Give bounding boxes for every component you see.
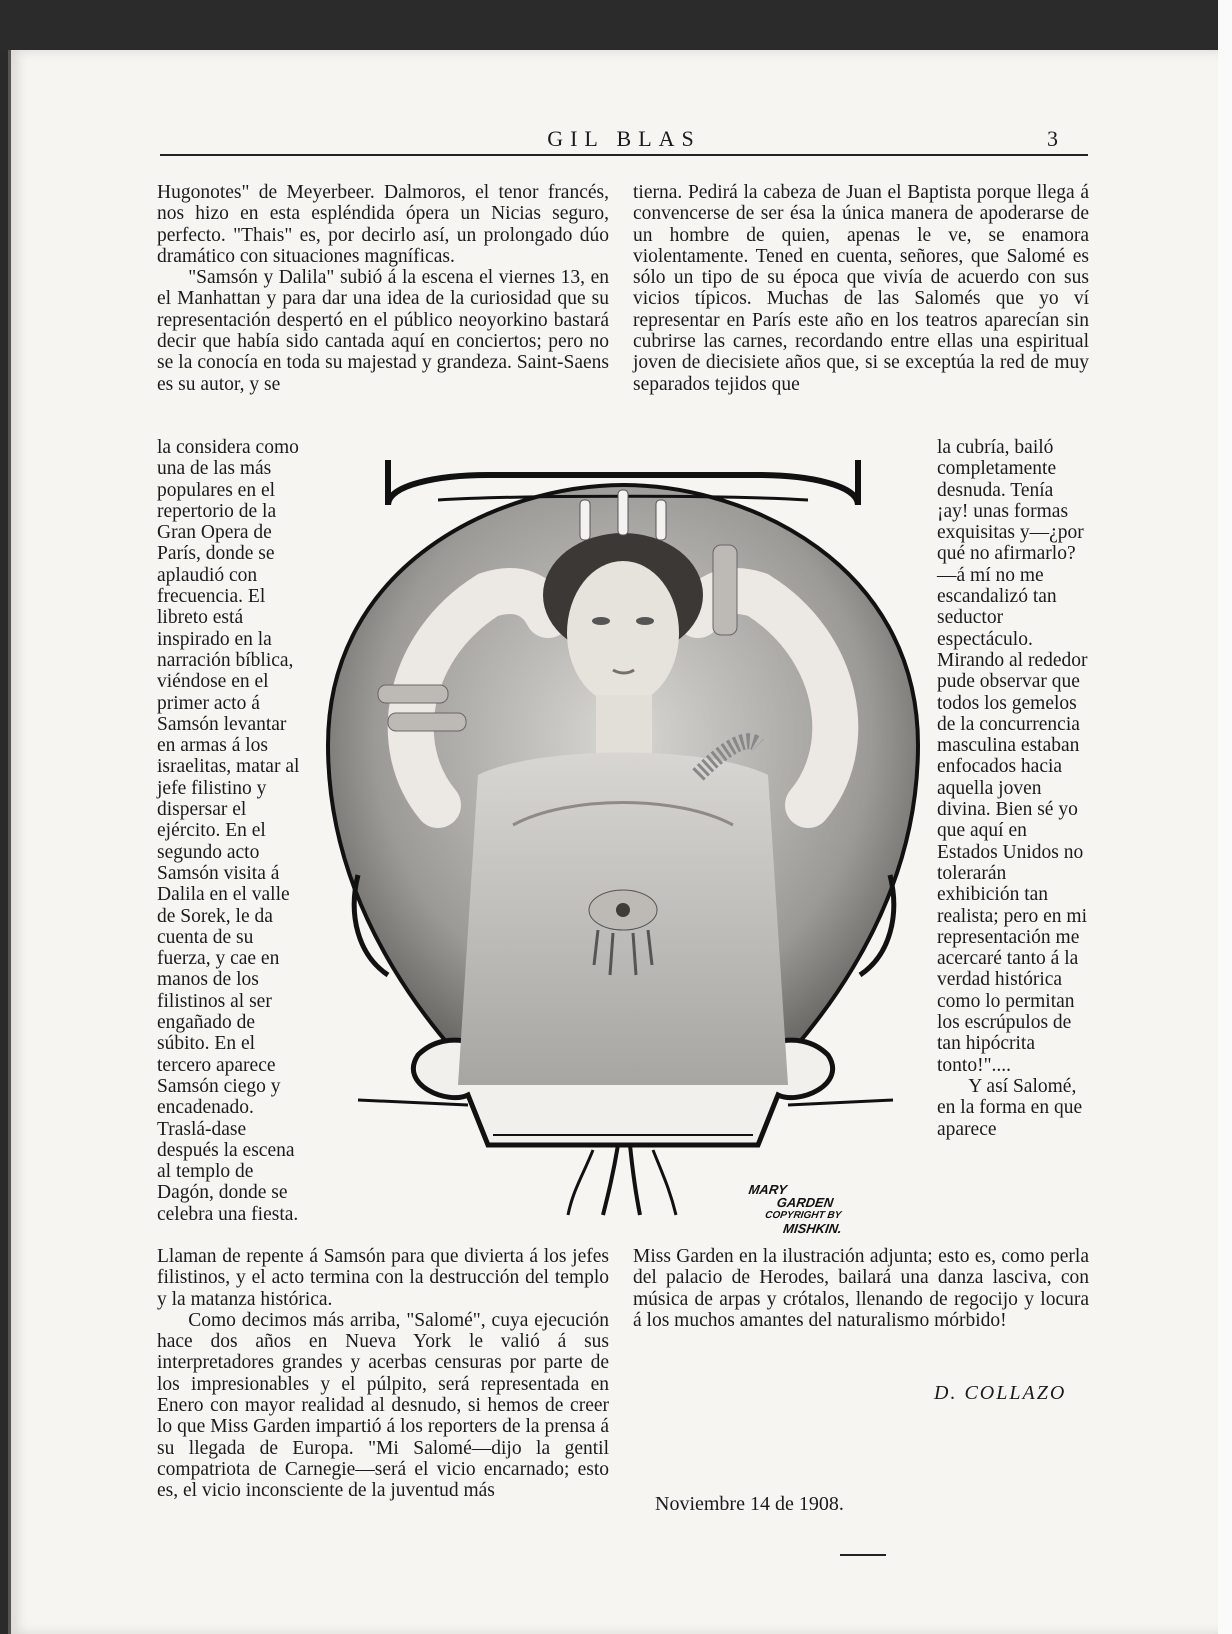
paragraph: Y así Salomé, en la forma en que aparece [937, 1075, 1083, 1140]
dateline: Noviembre 14 de 1908. [655, 1493, 844, 1515]
right-column-bottom [633, 1246, 1089, 1331]
paragraph: la considera como una de las más populares en el repertorio de la Gran Opera de París, donde se aplaudió con frecuencia. El libreto está inspirado en la narración bíblica, viéndose en el primer acto á Samsón levantar en armas á los israelitas, matar al jefe filistino y dispersar el ejército. En el segundo acto Samsón visita á Dalila en el valle de Sorek, le da cuenta de su fuerza, y cae en manos de los filistinos al ser engañado de súbito. En el tercero aparece Samsón ciego y encadenado. Traslá-dase después la escena al templo de Dagón, donde se celebra una fiesta. [157, 437, 300, 1225]
caption-line: COPYRIGHT BY [764, 1210, 842, 1221]
scan-right-edge [1218, 0, 1232, 1634]
caption-line: GARDEN [775, 1195, 835, 1210]
paragraph: la cubría, bailó completamente desnuda. Tenía ¡ay! unas formas exquisitas y—¿por qué no afirmarlo?—á mí no me escandalizó tan seductor espectáculo. Mirando al rededor pude observar que todos los gemelos de la concurrencia masculina estaban enfocados hacia aquella joven divina. Bien sé yo que aquí en Estados Unidos no tolerarán exhibición tan realista; pero en mi representación me acercaré tanto á la verdad histórica como lo permitan los escrúpulos de tan hipócrita tonto!".... [937, 437, 1088, 1076]
caption-line: MARY [747, 1182, 788, 1197]
right-column-top [633, 182, 1089, 395]
paragraph: Llaman de repente á Samsón para que divierta á los jefes filistinos, y el acto termina con la destrucción del templo y la matanza histórica. [157, 1246, 609, 1310]
left-column-bottom [157, 1246, 609, 1502]
page-number: 3 [1047, 126, 1058, 151]
ornamental-frame [318, 445, 930, 1245]
scan-top-border [0, 0, 1232, 50]
end-rule [840, 1554, 886, 1556]
paragraph: Como decimos más arriba, "Salomé", cuya ejecución hace dos años en Nueva York le valió á sus interpretadores grandes y acerbas censuras por parte de los impresionables y el púlpito, será representada en Enero con mayor realidad al desnudo, si hemos de creer lo que Miss Garden impartió á los reporters de la prensa á su llegada de Europa. "Mi Salomé—dijo la gentil compatriota de Carnegie—será el vicio encarnado; esto es, el vicio inconsciente de la juventud más [157, 1309, 609, 1502]
paragraph: Miss Garden en la ilustración adjunta; esto es, como perla del palacio de Herodes, bailará una danza lasciva, con música de arpas y crótalos, llenando de regocijo y locura á los muchos amantes del naturalismo mórbido! [633, 1246, 1089, 1331]
right-column-wrap [937, 437, 1089, 1140]
paragraph: "Samsón y Dalila" subió á la escena el viernes 13, en el Manhattan y para dar una idea de la curiosidad que su representación despertó en el público neoyorkino bastará decir que había sido cantada aquí en conciertos; pero no se la conocía en toda su majestad y grandeza. Saint-Saens es su autor, y se [157, 267, 609, 395]
portrait-plate [318, 445, 930, 1245]
paragraph: tierna. Pedirá la cabeza de Juan el Baptista porque llega á convencerse de ser ésa la única manera de apoderarse de un hombre de quien, apenas le ve, se enamora violentamente. Tened en cuenta, señores, que Salomé es sólo un tipo de su época que vivía de acuerdo con sus vicios típicos. Muchas de las Salomés que yo ví representar en París este año en los teatros aparecían sin cubrirse las carnes, recordando entre ellas una espiritual joven de diecisiete años que, si se exceptúa la red de muy separados tejidos que [633, 182, 1089, 395]
running-title: GIL BLAS [547, 126, 701, 151]
author-signature: D. COLLAZO [934, 1382, 1067, 1404]
photo-credit [742, 1183, 909, 1235]
paragraph: Hugonotes" de Meyerbeer. Dalmoros, el tenor francés, nos hizo en esta espléndida ópera un Nicias seguro, perfecto. "Thais" es, por decirlo así, un prolongado dúo dramático con situaciones magníficas. [157, 182, 609, 267]
caption-line: MISHKIN. [782, 1221, 843, 1236]
left-column-top [157, 182, 609, 395]
left-column-wrap [157, 437, 309, 1225]
page-header [160, 124, 1088, 156]
